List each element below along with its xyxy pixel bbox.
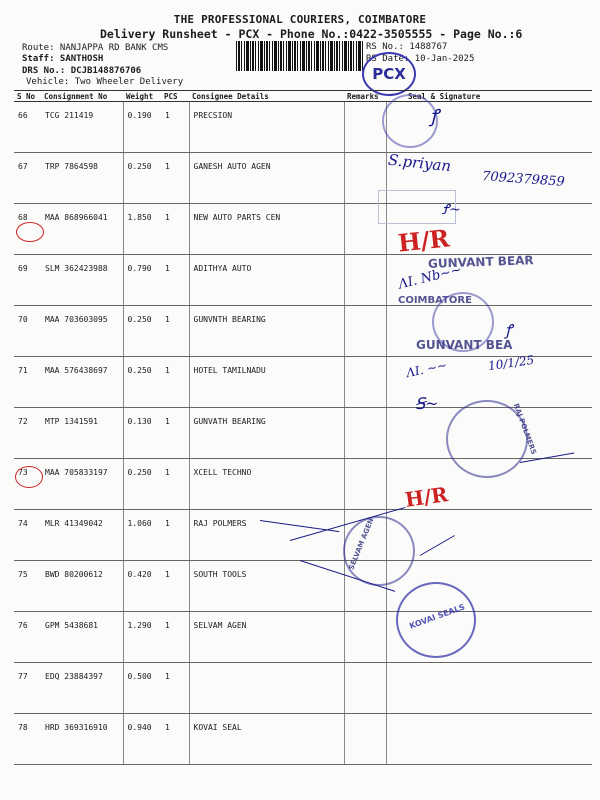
cell-sno: 74: [14, 510, 41, 561]
cell-remarks: [344, 357, 386, 408]
handwritten-name: S.priyan: [387, 150, 452, 176]
col-header-remarks: Remarks: [344, 91, 386, 102]
cell-pcs: 1: [161, 255, 189, 306]
cell-consignee: GUNVNTH BEARING: [189, 306, 344, 357]
kovai-seals-stamp: KOVAI SEALS: [408, 602, 467, 631]
cell-pcs: 1: [161, 357, 189, 408]
handwritten-date: 10/1/25: [487, 352, 536, 374]
cell-consignee: GANESH AUTO AGEN: [189, 153, 344, 204]
cell-remarks: [344, 408, 386, 459]
rs-number: RS No.: 1488767: [366, 42, 448, 52]
signature-scribble: ΛΙ. Nb~~: [397, 262, 464, 293]
cell-pcs: 1: [161, 663, 189, 714]
cell-remarks: [344, 459, 386, 510]
cell-pcs: 1: [161, 408, 189, 459]
col-header-weight: Weight: [123, 91, 161, 102]
cell-consignee: HOTEL TAMILNADU: [189, 357, 344, 408]
col-header-consignee: Consignee Details: [189, 91, 344, 102]
cell-sno: 68: [14, 204, 41, 255]
cell-weight: 0.500: [123, 663, 161, 714]
barcode: [236, 41, 364, 71]
cell-consignment: MAA 703603095: [41, 306, 123, 357]
cell-consignee: PRECSION: [189, 102, 344, 153]
cell-consignment: BWD 80200612: [41, 561, 123, 612]
cell-signature: [386, 714, 592, 765]
cell-remarks: [344, 612, 386, 663]
red-circle-mark: [15, 466, 43, 488]
cell-remarks: [344, 306, 386, 357]
raj-polmers-stamp: RAJ POLMERS: [511, 402, 538, 456]
cell-sno: 71: [14, 357, 41, 408]
cell-weight: 0.420: [123, 561, 161, 612]
signature-scribble: Ꝭ~: [442, 202, 461, 218]
cell-consignment: MAA 705833197: [41, 459, 123, 510]
cell-pcs: 1: [161, 612, 189, 663]
red-circle-mark: [16, 222, 44, 242]
cell-weight: 0.790: [123, 255, 161, 306]
col-header-consignment: Consignment No: [41, 91, 123, 102]
runsheet-subtitle: Delivery Runsheet - PCX - Phone No.:0422-3505555 - Page No.:6: [100, 27, 523, 41]
signature-scribble: ꝭ: [430, 106, 439, 127]
cell-signature: [386, 510, 592, 561]
cell-sno: 75: [14, 561, 41, 612]
cell-weight: 0.250: [123, 459, 161, 510]
cell-consignee: SELVAM AGEN: [189, 612, 344, 663]
cell-signature: [386, 663, 592, 714]
cell-weight: 0.250: [123, 357, 161, 408]
cell-consignee: GUNVATH BEARING: [189, 408, 344, 459]
route-info: Route: NANJAPPA RD BANK CMS: [22, 43, 169, 53]
hr-mark: H/R: [396, 223, 451, 258]
signature-scribble: Ꞩ~: [415, 394, 439, 413]
cell-consignment: MLR 41349042: [41, 510, 123, 561]
vehicle-info: Vehicle: Two Wheeler Delivery: [26, 77, 184, 87]
cell-pcs: 1: [161, 561, 189, 612]
cell-consignment: EDQ 23884397: [41, 663, 123, 714]
cell-remarks: [344, 102, 386, 153]
coimbatore-stamp: COIMBATORE: [398, 295, 472, 306]
cell-consignee: KOVAI SEAL: [189, 714, 344, 765]
cell-pcs: 1: [161, 153, 189, 204]
cell-pcs: 1: [161, 459, 189, 510]
table-row: [14, 714, 592, 765]
cell-consignment: TRP 7864598: [41, 153, 123, 204]
col-header-pcs: PCS: [161, 91, 189, 102]
signature-scribble: ꝭ: [505, 321, 513, 339]
table-row: [14, 102, 592, 153]
cell-pcs: 1: [161, 510, 189, 561]
cell-sno: 67: [14, 153, 41, 204]
cell-consignment: MAA 576438697: [41, 357, 123, 408]
cell-weight: 0.940: [123, 714, 161, 765]
cell-consignment: SLM 362423988: [41, 255, 123, 306]
cell-weight: 0.250: [123, 306, 161, 357]
cell-consignee: [189, 663, 344, 714]
selvam-agencies-stamp: SELVAM AGEN: [347, 517, 376, 571]
cell-consignment: GPM 5438681: [41, 612, 123, 663]
cell-consignee: ADITHYA AUTO: [189, 255, 344, 306]
signature-scribble: ΛΙ. ~~: [404, 357, 449, 381]
pcx-stamp: PCX: [362, 52, 416, 96]
cell-remarks: [344, 663, 386, 714]
cell-consignment: MTP 1341591: [41, 408, 123, 459]
cell-weight: 1.290: [123, 612, 161, 663]
cell-remarks: [344, 714, 386, 765]
cell-weight: 0.130: [123, 408, 161, 459]
cell-weight: 1.850: [123, 204, 161, 255]
cell-pcs: 1: [161, 306, 189, 357]
cell-pcs: 1: [161, 102, 189, 153]
table-row: [14, 612, 592, 663]
table-row: [14, 561, 592, 612]
cell-sno: 76: [14, 612, 41, 663]
cell-consignment: MAA 868966041: [41, 204, 123, 255]
staff-info: Staff: SANTHOSH: [22, 54, 104, 64]
gunvant-bearing-stamp: GUNVANT BEAR: [427, 253, 534, 271]
cell-sno: 66: [14, 102, 41, 153]
cell-consignee: SOUTH TOOLS: [189, 561, 344, 612]
cell-remarks: [344, 255, 386, 306]
table-row: [14, 204, 592, 255]
cell-consignment: TCG 211419: [41, 102, 123, 153]
cell-weight: 0.190: [123, 102, 161, 153]
cell-consignee: NEW AUTO PARTS CEN: [189, 204, 344, 255]
cell-sno: 69: [14, 255, 41, 306]
cell-sno: 78: [14, 714, 41, 765]
cell-sno: 70: [14, 306, 41, 357]
hr-mark: H/R: [403, 482, 450, 512]
company-title: THE PROFESSIONAL COURIERS, COIMBATORE: [173, 13, 427, 26]
cell-pcs: 1: [161, 204, 189, 255]
col-header-signature: Seal & Signature: [386, 91, 592, 102]
handwritten-phone: 7092379859: [481, 169, 566, 190]
cell-weight: 0.250: [123, 153, 161, 204]
col-header-sno: S No: [14, 91, 41, 102]
gunvant-bearing-stamp-2: GUNVANT BEA: [416, 338, 513, 352]
cell-sno: 77: [14, 663, 41, 714]
table-header-row: [14, 91, 592, 102]
drs-number: DRS No.: DCJB148876706: [22, 66, 142, 76]
rs-date: RS Date: 10-Jan-2025: [366, 54, 475, 64]
cell-sno: 72: [14, 408, 41, 459]
cell-consignment: HRD 369316910: [41, 714, 123, 765]
cell-pcs: 1: [161, 714, 189, 765]
cell-sno: 73: [14, 459, 41, 510]
cell-consignee: RAJ POLMERS: [189, 510, 344, 561]
cell-consignee: XCELL TECHNO: [189, 459, 344, 510]
cell-weight: 1.060: [123, 510, 161, 561]
table-row: [14, 663, 592, 714]
